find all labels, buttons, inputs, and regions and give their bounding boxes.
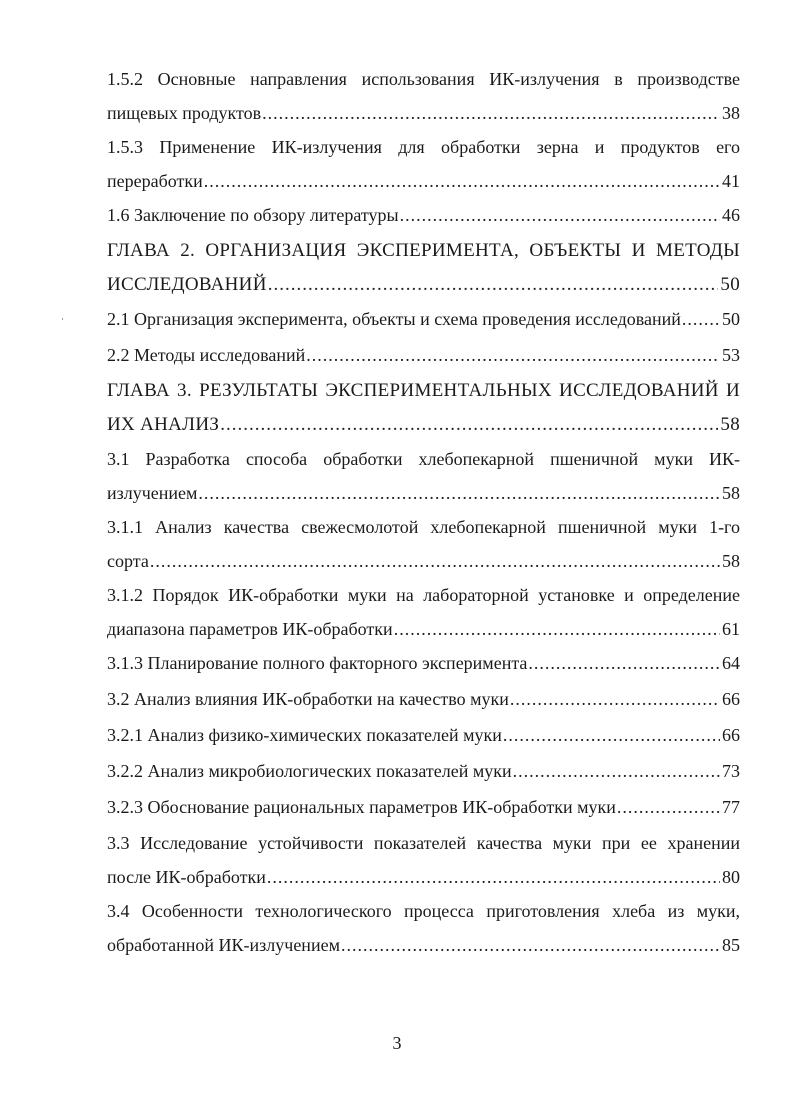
toc-entry-text: 2.1 Организация эксперимента, объекты и схема проведения исследований bbox=[107, 309, 681, 329]
toc-entry-leader-line bbox=[107, 646, 740, 680]
toc-entry-line1: 3.4 Особенности технологического процесса приготовления хлеба из муки, bbox=[107, 901, 740, 921]
toc-page-number: 85 bbox=[722, 935, 740, 955]
toc-entry-3-2-3 bbox=[107, 790, 740, 824]
toc-page-number: 66 bbox=[722, 689, 740, 709]
dot-leader bbox=[503, 718, 720, 752]
scan-speck bbox=[62, 318, 63, 320]
toc-entry-leader-line bbox=[107, 198, 740, 232]
toc-entry-text: переработки bbox=[107, 171, 203, 191]
toc-page-number: 50 bbox=[720, 274, 740, 295]
toc-entry-leader-line bbox=[107, 164, 740, 198]
dot-leader bbox=[267, 860, 720, 894]
toc-entry-line1: 3.3 Исследование устойчивости показателей качества муки при ее хранении bbox=[107, 833, 740, 853]
toc-page-number: 61 bbox=[722, 619, 740, 639]
toc-page-number: 58 bbox=[722, 483, 740, 503]
dot-leader bbox=[400, 198, 720, 232]
toc-entry-leader-line bbox=[107, 612, 740, 646]
toc-entry-leader-line bbox=[107, 790, 740, 824]
toc-entry-line1: 1.5.3 Применение ИК-излучения для обработки зерна и продуктов его bbox=[107, 137, 740, 157]
toc-page-number: 53 bbox=[722, 345, 740, 365]
toc-entry-text: после ИК-обработки bbox=[107, 867, 266, 887]
toc-entry-leader-line bbox=[107, 682, 740, 716]
toc-entry-line1: 3.1 Разработка способа обработки хлебопекарной пшеничной муки ИК- bbox=[107, 449, 740, 469]
toc-page-number: 41 bbox=[722, 171, 740, 191]
toc-entry-text: излучением bbox=[107, 483, 198, 503]
toc-entry-text: пищевых продуктов bbox=[107, 103, 262, 123]
toc-entry-3-2-1 bbox=[107, 718, 740, 752]
toc-page-number: 58 bbox=[722, 551, 740, 571]
toc-entry-3-1-3 bbox=[107, 646, 740, 680]
toc-entry-3-2-2 bbox=[107, 754, 740, 788]
toc-entry-text: 3.2 Анализ влияния ИК-обработки на качество муки bbox=[107, 689, 509, 709]
toc-entry-leader-line bbox=[107, 544, 740, 578]
toc-entry-text: обработанной ИК-излучением bbox=[107, 935, 340, 955]
toc-entry-leader-line bbox=[107, 718, 740, 752]
toc-entry-text: сорта bbox=[107, 551, 149, 571]
toc-entry-1-6 bbox=[107, 198, 740, 232]
toc-entry-leader-line bbox=[107, 476, 740, 510]
toc-entry-text: 3.2.3 Обоснование рациональных параметров ИК-обработки муки bbox=[107, 797, 616, 817]
toc-entry-2-1 bbox=[107, 302, 740, 336]
dot-leader bbox=[306, 338, 720, 372]
toc-entry-leader-line bbox=[107, 754, 740, 788]
toc-entry-text: 1.6 Заключение по обзору литературы bbox=[107, 205, 399, 225]
toc-entry-chapter-3 bbox=[107, 374, 740, 442]
toc-entry-text: 3.2.1 Анализ физико-химических показателей муки bbox=[107, 725, 502, 745]
page-number: 3 bbox=[392, 1033, 402, 1053]
toc-page-number: 73 bbox=[722, 761, 740, 781]
toc-page-number: 46 bbox=[722, 205, 740, 225]
toc-entry-line1: 3.1.1 Анализ качества свежесмолотой хлебопекарной пшеничной муки 1-го bbox=[107, 517, 740, 537]
toc-page-number: 50 bbox=[722, 309, 740, 329]
toc-page-number: 58 bbox=[720, 414, 740, 435]
toc-entry-line1: ГЛАВА 2. ОРГАНИЗАЦИЯ ЭКСПЕРИМЕНТА, ОБЪЕКТЫ И МЕТОДЫ bbox=[107, 240, 740, 261]
toc-entry-leader-line bbox=[107, 338, 740, 372]
toc-entry-leader-line bbox=[107, 302, 740, 336]
toc-entry-line1: 3.1.2 Порядок ИК-обработки муки на лабораторной установке и определение bbox=[107, 585, 740, 605]
toc-page-number: 66 bbox=[722, 725, 740, 745]
toc-entry-line1: 1.5.2 Основные направления использования ИК-излучения в производстве bbox=[107, 69, 740, 89]
toc-entry-leader-line bbox=[107, 408, 740, 442]
toc-entry-3-4 bbox=[107, 894, 740, 962]
table-of-contents bbox=[107, 62, 740, 962]
toc-entry-3-3 bbox=[107, 826, 740, 894]
dot-leader bbox=[204, 164, 720, 198]
dot-leader bbox=[341, 928, 720, 962]
toc-entry-1-5-3 bbox=[107, 130, 740, 198]
toc-entry-text: 3.1.3 Планирование полного факторного эксперимента bbox=[107, 653, 528, 673]
toc-page-number: 77 bbox=[722, 797, 740, 817]
dot-leader bbox=[198, 476, 720, 510]
dot-leader bbox=[394, 612, 720, 646]
toc-entry-2-2 bbox=[107, 338, 740, 372]
dot-leader bbox=[528, 646, 720, 680]
toc-entry-3-1 bbox=[107, 442, 740, 510]
dot-leader bbox=[220, 408, 718, 442]
dot-leader bbox=[268, 268, 719, 302]
toc-entry-text: 3.2.2 Анализ микробиологических показателей муки bbox=[107, 761, 512, 781]
toc-entry-line1: ГЛАВА 3. РЕЗУЛЬТАТЫ ЭКСПЕРИМЕНТАЛЬНЫХ ИССЛЕДОВАНИЙ И bbox=[107, 380, 740, 401]
dot-leader bbox=[510, 682, 720, 716]
dot-leader bbox=[682, 302, 720, 336]
toc-entry-chapter-2 bbox=[107, 234, 740, 302]
toc-entry-text: ИССЛЕДОВАНИЙ bbox=[107, 274, 267, 295]
toc-entry-3-1-2 bbox=[107, 578, 740, 646]
dot-leader bbox=[262, 96, 720, 130]
dot-leader bbox=[150, 544, 720, 578]
dot-leader bbox=[513, 754, 720, 788]
toc-entry-leader-line bbox=[107, 860, 740, 894]
toc-entry-leader-line bbox=[107, 268, 740, 302]
toc-page-number: 38 bbox=[722, 103, 740, 123]
toc-entry-text: диапазона параметров ИК-обработки bbox=[107, 619, 393, 639]
toc-entry-leader-line bbox=[107, 928, 740, 962]
toc-page-number: 64 bbox=[722, 653, 740, 673]
dot-leader bbox=[617, 790, 720, 824]
toc-page-number: 80 bbox=[722, 867, 740, 887]
toc-entry-3-1-1 bbox=[107, 510, 740, 578]
toc-entry-3-2 bbox=[107, 682, 740, 716]
toc-entry-text: ИХ АНАЛИЗ bbox=[107, 414, 220, 435]
toc-entry-1-5-2 bbox=[107, 62, 740, 130]
toc-entry-text: 2.2 Методы исследований bbox=[107, 345, 306, 365]
toc-entry-leader-line bbox=[107, 96, 740, 130]
